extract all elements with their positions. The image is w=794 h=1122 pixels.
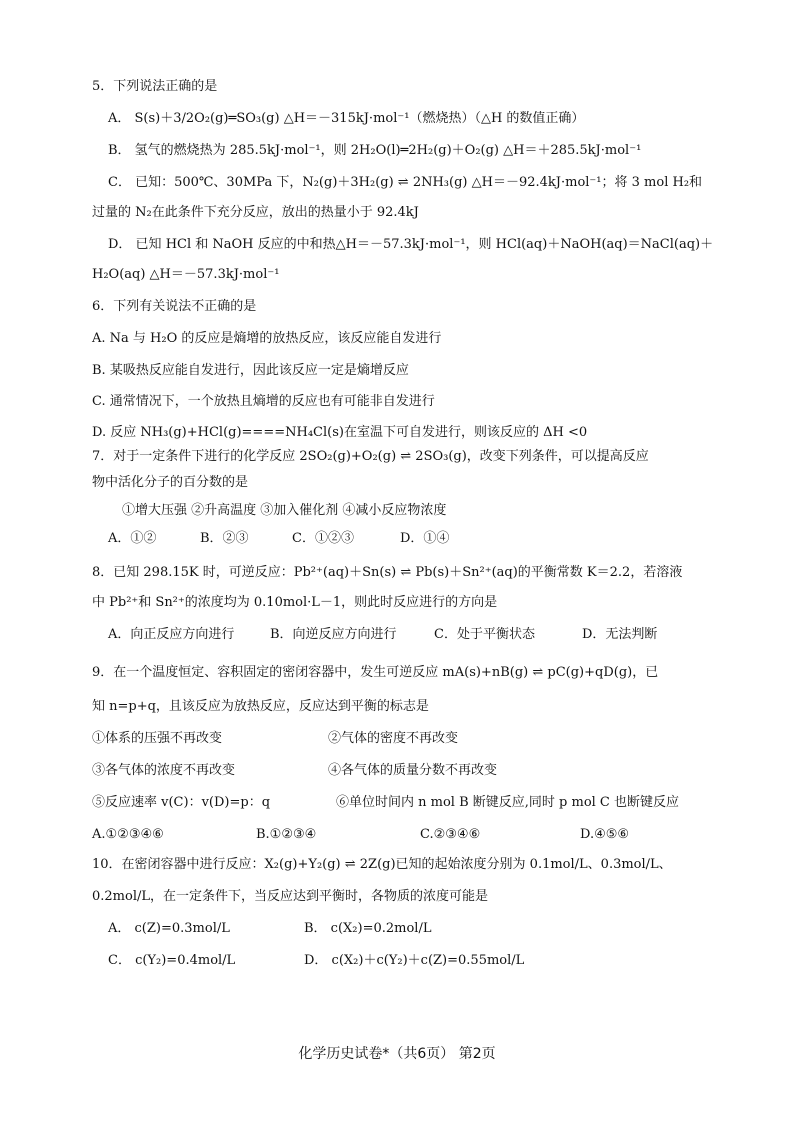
q9-option-c: C.②③④⑥	[420, 827, 481, 842]
q5-option-c: C． 已知：500℃、30MPa 下，N₂(g)＋3H₂(g) ⇌ 2NH₃(g) △H＝－92.4kJ·mol⁻¹；将 3 mol H₂和	[108, 175, 703, 190]
page-footer: 化学历史试卷*（共6页） 第2页	[298, 1046, 496, 1062]
q9-condition-3: ③各气体的浓度不再改变	[92, 763, 236, 778]
q9-option-d: D.④⑤⑥	[580, 827, 630, 842]
q5-option-d-cont: H₂O(aq) △H＝－57.3kJ·mol⁻¹	[92, 267, 280, 282]
q7-option-b: B．②③	[200, 531, 249, 546]
q8-stem: 8．已知 298.15K 时，可逆反应：Pb²⁺(aq)＋Sn(s) ⇌ Pb(s)＋Sn²⁺(aq)的平衡常数 K＝2.2，若溶液	[92, 565, 683, 580]
q9-condition-2: ②气体的密度不再改变	[328, 731, 459, 746]
q8-option-b: B．向逆反应方向进行	[270, 627, 397, 642]
q10-stem-cont: 0.2mol/L，在一定条件下，当反应达到平衡时，各物质的浓度可能是	[92, 889, 488, 904]
q9-condition-5: ⑤反应速率 v(C)：v(D)=p：q	[92, 795, 271, 810]
q10-stem: 10．在密闭容器中进行反应：X₂(g)+Y₂(g) ⇌ 2Z(g)已知的起始浓度分别为 0.1mol/L、0.3mol/L、	[92, 857, 672, 872]
q5-stem: 5．下列说法正确的是	[92, 79, 218, 94]
q5-option-b: B． 氢气的燃烧热为 285.5kJ·mol⁻¹，则 2H₂O(l)═2H₂(g)＋O₂(g) △H＝＋285.5kJ·mol⁻¹	[108, 143, 642, 158]
q6-option-d: D. 反应 NH₃(g)+HCl(g)====NH₄Cl(s)在室温下可自发进行，则该反应的 ΔH <0	[92, 425, 588, 440]
q10-option-a: A． c(Z)=0.3mol/L	[108, 921, 230, 936]
q10-option-c: C． c(Y₂)=0.4mol/L	[108, 953, 236, 968]
q8-option-a: A．向正反应方向进行	[108, 627, 235, 642]
q10-option-b: B． c(X₂)=0.2mol/L	[304, 921, 432, 936]
q8-stem-cont: 中 Pb²⁺和 Sn²⁺的浓度均为 0.10mol·L－1，则此时反应进行的方向是	[92, 595, 498, 610]
q10-option-d: D． c(X₂)＋c(Y₂)＋c(Z)=0.55mol/L	[304, 953, 525, 968]
q5-option-a: A． S(s)＋3/2O₂(g)═SO₃(g) △H＝－315kJ·mol⁻¹（燃烧热）（△H 的数值正确）	[108, 111, 585, 126]
q9-option-a: A.①②③④⑥	[92, 827, 164, 842]
q6-stem: 6．下列有关说法不正确的是	[92, 299, 257, 314]
q9-stem-cont: 知 n=p+q，且该反应为放热反应，反应达到平衡的标志是	[92, 699, 429, 714]
q9-condition-6: ⑥单位时间内 n mol B 断键反应,同时 p mol C 也断键反应	[336, 795, 680, 810]
q7-conditions: ①增大压强 ②升高温度 ③加入催化剂 ④减小反应物浓度	[122, 503, 447, 518]
q7-stem-cont: 物中活化分子的百分数的是	[92, 475, 249, 490]
q7-option-c: C．①②③	[292, 531, 354, 546]
q7-stem: 7．对于一定条件下进行的化学反应 2SO₂(g)+O₂(g) ⇌ 2SO₃(g)，改变下列条件，可以提高反应	[92, 449, 649, 464]
q9-condition-4: ④各气体的质量分数不再改变	[328, 763, 498, 778]
q6-option-b: B. 某吸热反应能自发进行，因此该反应一定是熵增反应	[92, 363, 409, 378]
q9-option-b: B.①②③④	[256, 827, 317, 842]
q9-stem: 9．在一个温度恒定、容积固定的密闭容器中，发生可逆反应 mA(s)+nB(g) ⇌ pC(g)+qD(g)，已	[92, 665, 659, 680]
q6-option-c: C. 通常情况下，一个放热且熵增的反应也有可能非自发进行	[92, 394, 435, 409]
q6-option-a: A. Na 与 H₂O 的反应是熵增的放热反应，该反应能自发进行	[92, 331, 442, 346]
q7-option-d: D．①④	[400, 531, 450, 546]
q5-option-c-cont: 过量的 N₂在此条件下充分反应，放出的热量小于 92.4kJ	[92, 205, 419, 220]
q8-option-d: D．无法判断	[582, 627, 658, 642]
q8-option-c: C．处于平衡状态	[434, 627, 535, 642]
q7-option-a: A．①②	[108, 531, 157, 546]
q9-condition-1: ①体系的压强不再改变	[92, 731, 223, 746]
q5-option-d: D． 已知 HCl 和 NaOH 反应的中和热△H＝－57.3kJ·mol⁻¹，则 HCl(aq)＋NaOH(aq)＝NaCl(aq)＋	[108, 237, 714, 252]
